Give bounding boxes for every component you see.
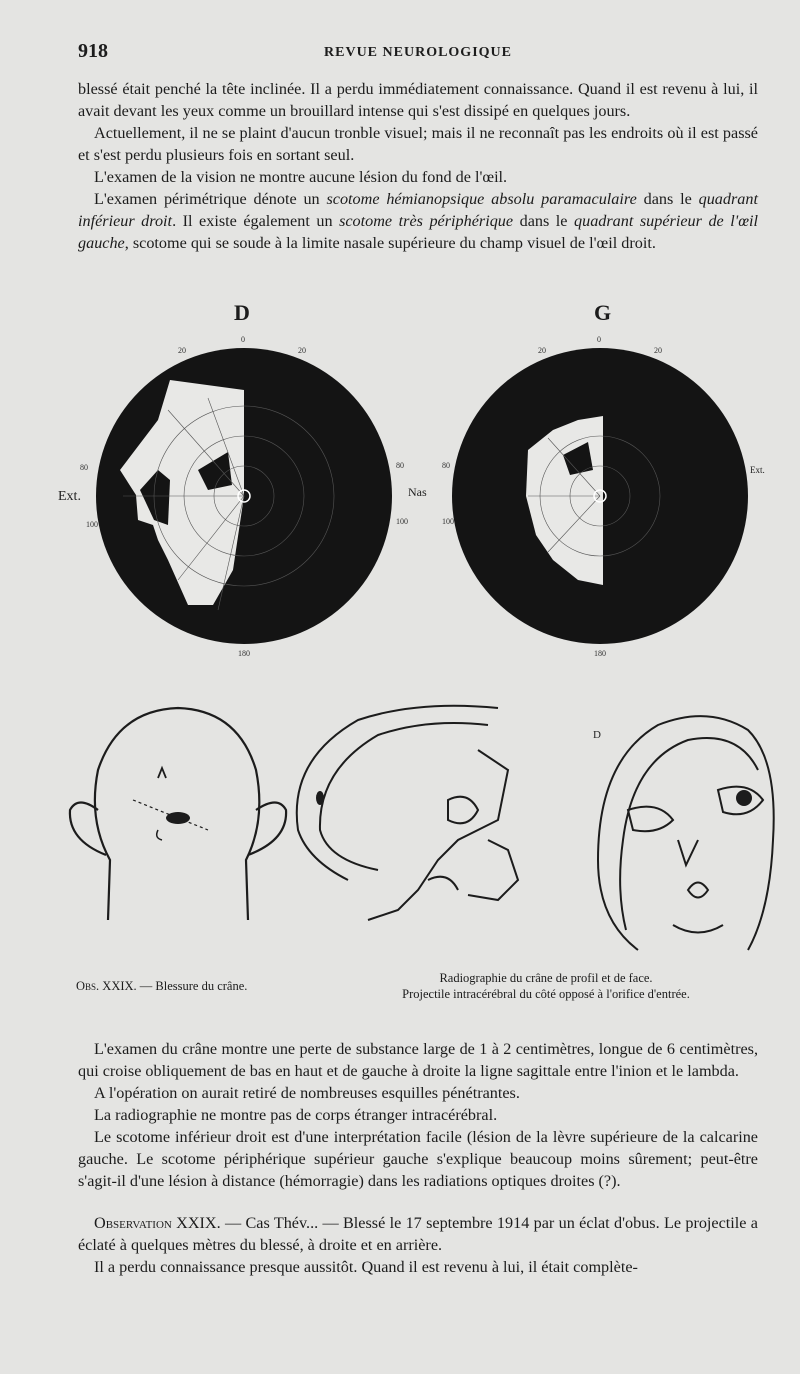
visual-field-charts: [58, 320, 778, 670]
degree-label: 20: [654, 346, 662, 355]
page-number: 918: [78, 40, 108, 62]
observation-block: [78, 1212, 758, 1278]
text-run: L'examen périmétrique dénote un: [94, 190, 327, 208]
degree-label: 20: [538, 346, 546, 355]
degree-label: 180: [594, 649, 606, 658]
projectile-front: [736, 790, 752, 806]
paragraph: blessé était penché la tête inclinée. Il a perdu immédiatement connaissance. Quand il est revenu à lui, il avait devant les yeux comme un brouillard intense qui s'est dissipé en quelques jours.: [78, 80, 758, 120]
degree-label: 0: [241, 335, 245, 344]
degree-label: 100: [442, 517, 454, 526]
degree-label: 0: [597, 335, 601, 344]
paragraph: [78, 188, 758, 254]
paragraph: Le scotome inférieur droit est d'une interprétation facile (lésion de la lèvre supérieure de la calcarine gauche. Le scotome périphérique supérieur gauche s'explique beaucoup moins sûrement; peut-être s'agit-il d'une lésion à distance (hémorragie) dans les radiations optiques droites (?).: [78, 1128, 758, 1190]
ext-label-right: Ext.: [750, 465, 765, 475]
text-run: — Cas Thév... — Blessé le 17 septembre 1914 par un éclat d'obus. Le projectile a éclaté à quelques mètres du blessé, à droite et en arrière.: [78, 1214, 758, 1254]
italic-run: scotome hémianopsique absolu paramaculaire: [326, 190, 637, 208]
text-run: , scotome qui se soude à la limite nasale supérieure du champ visuel de l'œil droit.: [124, 234, 656, 252]
degree-label: 100: [396, 517, 408, 526]
paragraph: L'examen du crâne montre une perte de substance large de 1 à 2 centimètres, longue de 6 centimètres, qui croise obliquement de bas en haut et de gauche à droite la ligne sagittale entre l'inion et le lambda.: [78, 1040, 758, 1080]
paragraph: L'examen de la vision ne montre aucune lésion du fond de l'œil.: [94, 168, 508, 186]
caption-text: — Blessure du crâne.: [136, 979, 248, 993]
visual-field-right-eye: [96, 348, 392, 644]
caption-line: Projectile intracérébral du côté opposé à l'orifice d'entrée.: [402, 987, 690, 1001]
paragraph: Actuellement, il ne se plaint d'aucun tronble visuel; mais il ne reconnaît pas les endroits où il est passé et s'est perdu plusieurs fois en sortant seul.: [78, 124, 758, 164]
top-text-block: [78, 78, 758, 254]
text-run: dans le: [636, 190, 699, 208]
text-run: dans le: [513, 212, 574, 230]
skull-side-label: D: [593, 729, 601, 741]
field-label-left-eye: G: [594, 300, 612, 325]
degree-label: 80: [80, 463, 88, 472]
entry-wound: [166, 812, 190, 824]
degree-label: 80: [442, 461, 450, 470]
caption-line: Radiographie du crâne de profil et de face.: [439, 971, 653, 985]
running-title: REVUE NEUROLOGIQUE: [324, 45, 512, 60]
degree-label: 100: [86, 520, 98, 529]
observation-heading: Observation XXIX.: [94, 1214, 221, 1232]
projectile-profile: [316, 791, 324, 805]
caption-obs-number: Obs. XXIX.: [76, 979, 137, 993]
skull-drawings: [58, 690, 778, 965]
degree-label: 80: [396, 461, 404, 470]
visual-field-left-eye: [452, 348, 748, 644]
nas-label: Nas: [408, 485, 427, 499]
degree-label: 20: [178, 346, 186, 355]
italic-run: quadrant inférieur droit: [78, 190, 758, 230]
degree-label: 20: [298, 346, 306, 355]
figure-caption-right: [356, 970, 736, 1002]
figure-caption-left: [76, 978, 247, 994]
field-label-right-eye: D: [234, 300, 250, 325]
skull-front-radiograph: [598, 716, 774, 950]
paragraph: [78, 1212, 758, 1256]
skull-profile-radiograph: [297, 706, 518, 920]
italic-run: quadrant supérieur de l'œil gauche: [78, 212, 759, 252]
bottom-text-block: [78, 1038, 758, 1192]
degree-label: 180: [238, 649, 250, 658]
ext-label-left: Ext.: [58, 489, 81, 504]
paragraph: Il a perdu connaissance presque aussitôt. Quand il est revenu à lui, il était complète-: [94, 1258, 638, 1276]
paragraph: A l'opération on aurait retiré de nombreuses esquilles pénétrantes.: [94, 1084, 520, 1102]
page-header: [78, 40, 758, 68]
italic-run: scotome très périphérique: [339, 212, 514, 230]
paragraph: La radiographie ne montre pas de corps étranger intracérébral.: [94, 1106, 498, 1124]
text-run: . Il existe également un: [172, 212, 340, 230]
